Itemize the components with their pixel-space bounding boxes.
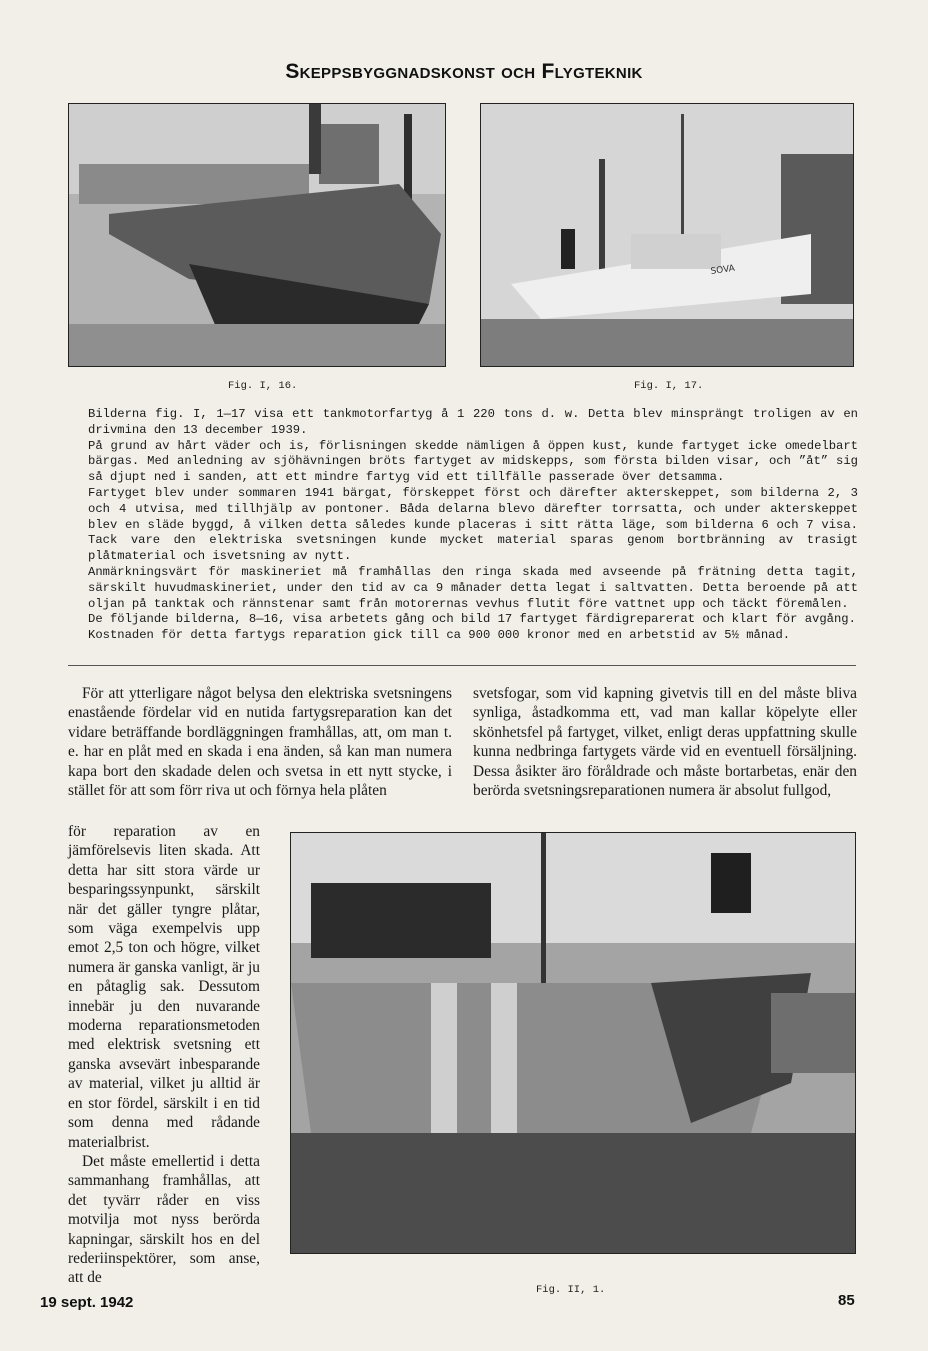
section-divider (68, 665, 856, 666)
body-paragraph: svetsfogar, som vid kapning givetvis till en del måste bliva synliga, åstadkomma ett, vad man kallar köpelyte eller skönhetsfel på fartyget, vilket, enligt deras uppfattning skulle kunna nedbringa fartygets värde vid en eventuell försäljning. Dessa åsikter äro föråldrade och måste bortarbetas, enär den berörda svetsningsreparationen numera är absolut fullgod, (473, 685, 857, 800)
ship-bow-photo (69, 104, 445, 366)
intro-text (88, 407, 858, 644)
figure-caption-left: Fig. I, 16. (228, 380, 298, 392)
figure-photo-left (68, 103, 446, 367)
body-left-full (68, 684, 452, 800)
figure-caption-right: Fig. I, 17. (634, 380, 704, 392)
ship-drydock-photo (291, 833, 855, 1253)
body-right (473, 684, 857, 800)
page-title: Skeppsbyggnadskonst och Flygteknik (285, 60, 643, 83)
body-paragraph: Det måste emellertid i detta sammanhang framhållas, att det tyvärr råder en viss motvilja mot nyss berörda kapningar, särskilt hos en del rederiinspektörer, som anse, att de (68, 1152, 260, 1287)
intro-paragraph: Bilderna fig. I, 1—17 visa ett tankmotorfartyg å 1 220 tons d. w. Detta blev minsprängt troligen av en drivmina den 13 december 1939. (88, 407, 858, 437)
intro-paragraph: Anmärkningsvärt för maskineriet må framhållas den ringa skada med avseende på frätning detta tagit, särskilt huvudmaskineriet, under den tid av ca 9 månader detta legat i saltvatten. Detta beroende på att oljan på tanktak och rännstenar samt från motorernas vevhus flutit före vattnet upp och täckt föremålen. (88, 564, 858, 611)
ship-repaired-photo (481, 104, 853, 366)
figure-photo-bottom (290, 832, 856, 1254)
figure-caption-bottom: Fig. II, 1. (536, 1284, 606, 1296)
page-number: 85 (838, 1292, 855, 1309)
body-paragraph: För att ytterligare något belysa den elektriska svetsningens enastående fördelar vid en nutida fartygsreparation kan det vidare beträffande bordläggningen framhållas, att, om man t. e. har en plåt med en skada i ena änden, så kan man numera kapa bort den skadade delen och svetsa in ett nytt stycke, i stället för att som förr riva ut och förnya hela plåten (68, 685, 452, 800)
intro-paragraph: Fartyget blev under sommaren 1941 bärgat, förskeppet först och därefter akterskeppet, som bilderna 2, 3 och 4 utvisa, med tillhjälp av pontoner. Båda delarna blevo därefter torrsatta, och under akterskeppet blev en släde byggd, å vilken detta således kunde placeras i sitt rätta läge, som bilderna 6 och 7 visa. Tack vare den elektriska svetsningen kunde mycket material sparas genom bortbränning av trasigt plåtmaterial och isvetsning av nytt. (88, 485, 858, 564)
intro-paragraph: Kostnaden för detta fartygs reparation gick till ca 900 000 kronor med en arbetstid av 5½ månad. (88, 628, 791, 643)
intro-paragraph: På grund av hårt väder och is, förlisningen skedde nämligen å öppen kust, kunde fartyget icke omedelbart bärgas. Med anledning av sjöhävningen bröts fartyget av midskepps, som första bilden visar, och ”åt” sig så djupt ned i sanden, att ett mindre fartyg vid ett tillfälle passerade över detsamma. (88, 438, 858, 485)
footer-date: 19 sept. 1942 (40, 1294, 134, 1311)
intro-paragraph: De följande bilderna, 8—16, visa arbetets gång och bild 17 fartyget färdigreparerat och klart för avgång. (88, 612, 856, 627)
hull-name-text: SOVA (710, 263, 736, 277)
body-left-narrow (68, 822, 260, 1288)
body-paragraph: för reparation av en jämförelsevis liten skada. Att detta har sitt stora värde ur besparingssynpunkt, särskilt när det gäller tyngre plåtar, som väga exempelvis upp emot 2,5 ton och högre, vilket numera är ganska vanligt, är ju en påtaglig sak. Dessutom innebär ju den nuvarande moderna reparationsmetoden med elektrisk svetsning ett ganska avsevärt inbesparande av material, vilket ju alltid är en stor fördel, särskilt i en tid som denna med rådande materialbrist. (68, 823, 260, 1151)
figure-photo-right (480, 103, 854, 367)
